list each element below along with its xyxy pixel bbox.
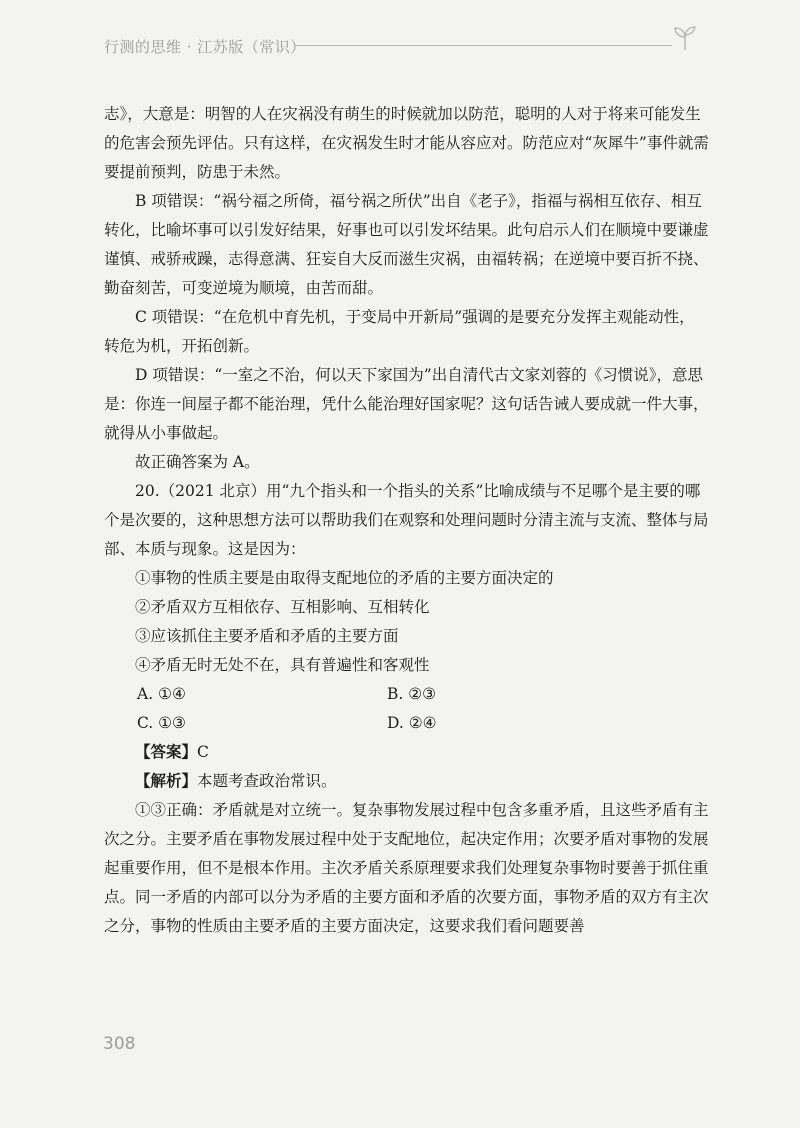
option-a: A. ①④ xyxy=(137,685,186,703)
paragraph-continuation: 志》，大意是：明智的人在灾祸没有萌生的时候就加以防范，聪明的人对于将来可能发生的危害会预先评估。只有这样，在灾祸发生时才能从容应对。防范应对“灰犀牛”事件就需要提前预判，防患于未然。 xyxy=(104,105,709,181)
question-stem: 20.（2021 北京）用“九个指头和一个指头的关系”比喻成绩与不足哪个是主要的哪个是次要的，这种思想方法可以帮助我们在观察和处理问题时分清主流与支流、整体与局部、本质与现象。这是因为： xyxy=(104,482,709,558)
options-row-1 xyxy=(104,680,710,709)
running-header: 行测的思维 · 江苏版（常识） xyxy=(104,38,306,56)
answer-label: 【答案】 xyxy=(135,743,198,761)
paragraph-option-c: C 项错误：“在危机中育先机，于变局中开新局”强调的是要充分发挥主观能动性，转危为机，开拓创新。 xyxy=(104,308,695,355)
analysis-label: 【解析】 xyxy=(135,772,198,790)
option-b: B. ②③ xyxy=(387,685,437,703)
option-c: C. ①③ xyxy=(137,714,186,732)
analysis-text: ①③正确：矛盾就是对立统一。复杂事物发展过程中包含多重矛盾，且这些矛盾有主次之分。主要矛盾在事物发展过程中处于支配地位，起决定作用；次要矛盾对事物的发展起重要作用，但不是根本作用。主次矛盾关系原理要求我们处理复杂事物时要善于抓住重点。同一矛盾的内部可以分为矛盾的主要方面和矛盾的次要方面，事物矛盾的双方有主次之分，事物的性质由主要矛盾的主要方面决定，这要求我们看问题要善 xyxy=(104,801,709,935)
sprout-icon xyxy=(670,24,700,52)
option-d: D. ②④ xyxy=(387,714,437,732)
paragraph-answer-note: 故正确答案为 A。 xyxy=(135,453,260,471)
analysis-line xyxy=(104,767,710,796)
analysis-intro: 本题考查政治常识。 xyxy=(197,772,337,790)
paragraph-option-d: D 项错误：“一室之不治，何以天下家国为”出自清代古文家刘蓉的《习惯说》，意思是：你连一间屋子都不能治理，凭什么能治理好国家呢？这句话告诫人要成就一件大事，就得从小事做起。 xyxy=(104,366,709,442)
statement-item-4: ④矛盾无时无处不在，具有普遍性和客观性 xyxy=(135,656,430,674)
statement-item-1: ①事物的性质主要是由取得支配地位的矛盾的主要方面决定的 xyxy=(135,569,554,587)
header-rule xyxy=(296,45,672,46)
answer-value: C xyxy=(197,743,209,761)
paragraph-option-b: B 项错误：“祸兮福之所倚，福兮祸之所伏”出自《老子》，指福与祸相互依存、相互转化，比喻坏事可以引发好结果，好事也可以引发坏结果。此句启示人们在顺境中要谦虚谨慎、戒骄戒躁，志得意满、狂妄自大反而滋生灾祸，由福转祸；在逆境中要百折不挠、勤奋刻苦，可变逆境为顺境，由苦而甜。 xyxy=(104,192,709,297)
page-number: 308 xyxy=(103,1034,136,1054)
page-body xyxy=(104,100,710,941)
options-row-2 xyxy=(104,709,710,738)
statement-item-2: ②矛盾双方互相依存、互相影响、互相转化 xyxy=(135,598,430,616)
statement-item-3: ③应该抓住主要矛盾和矛盾的主要方面 xyxy=(135,627,399,645)
answer-line xyxy=(104,738,710,767)
